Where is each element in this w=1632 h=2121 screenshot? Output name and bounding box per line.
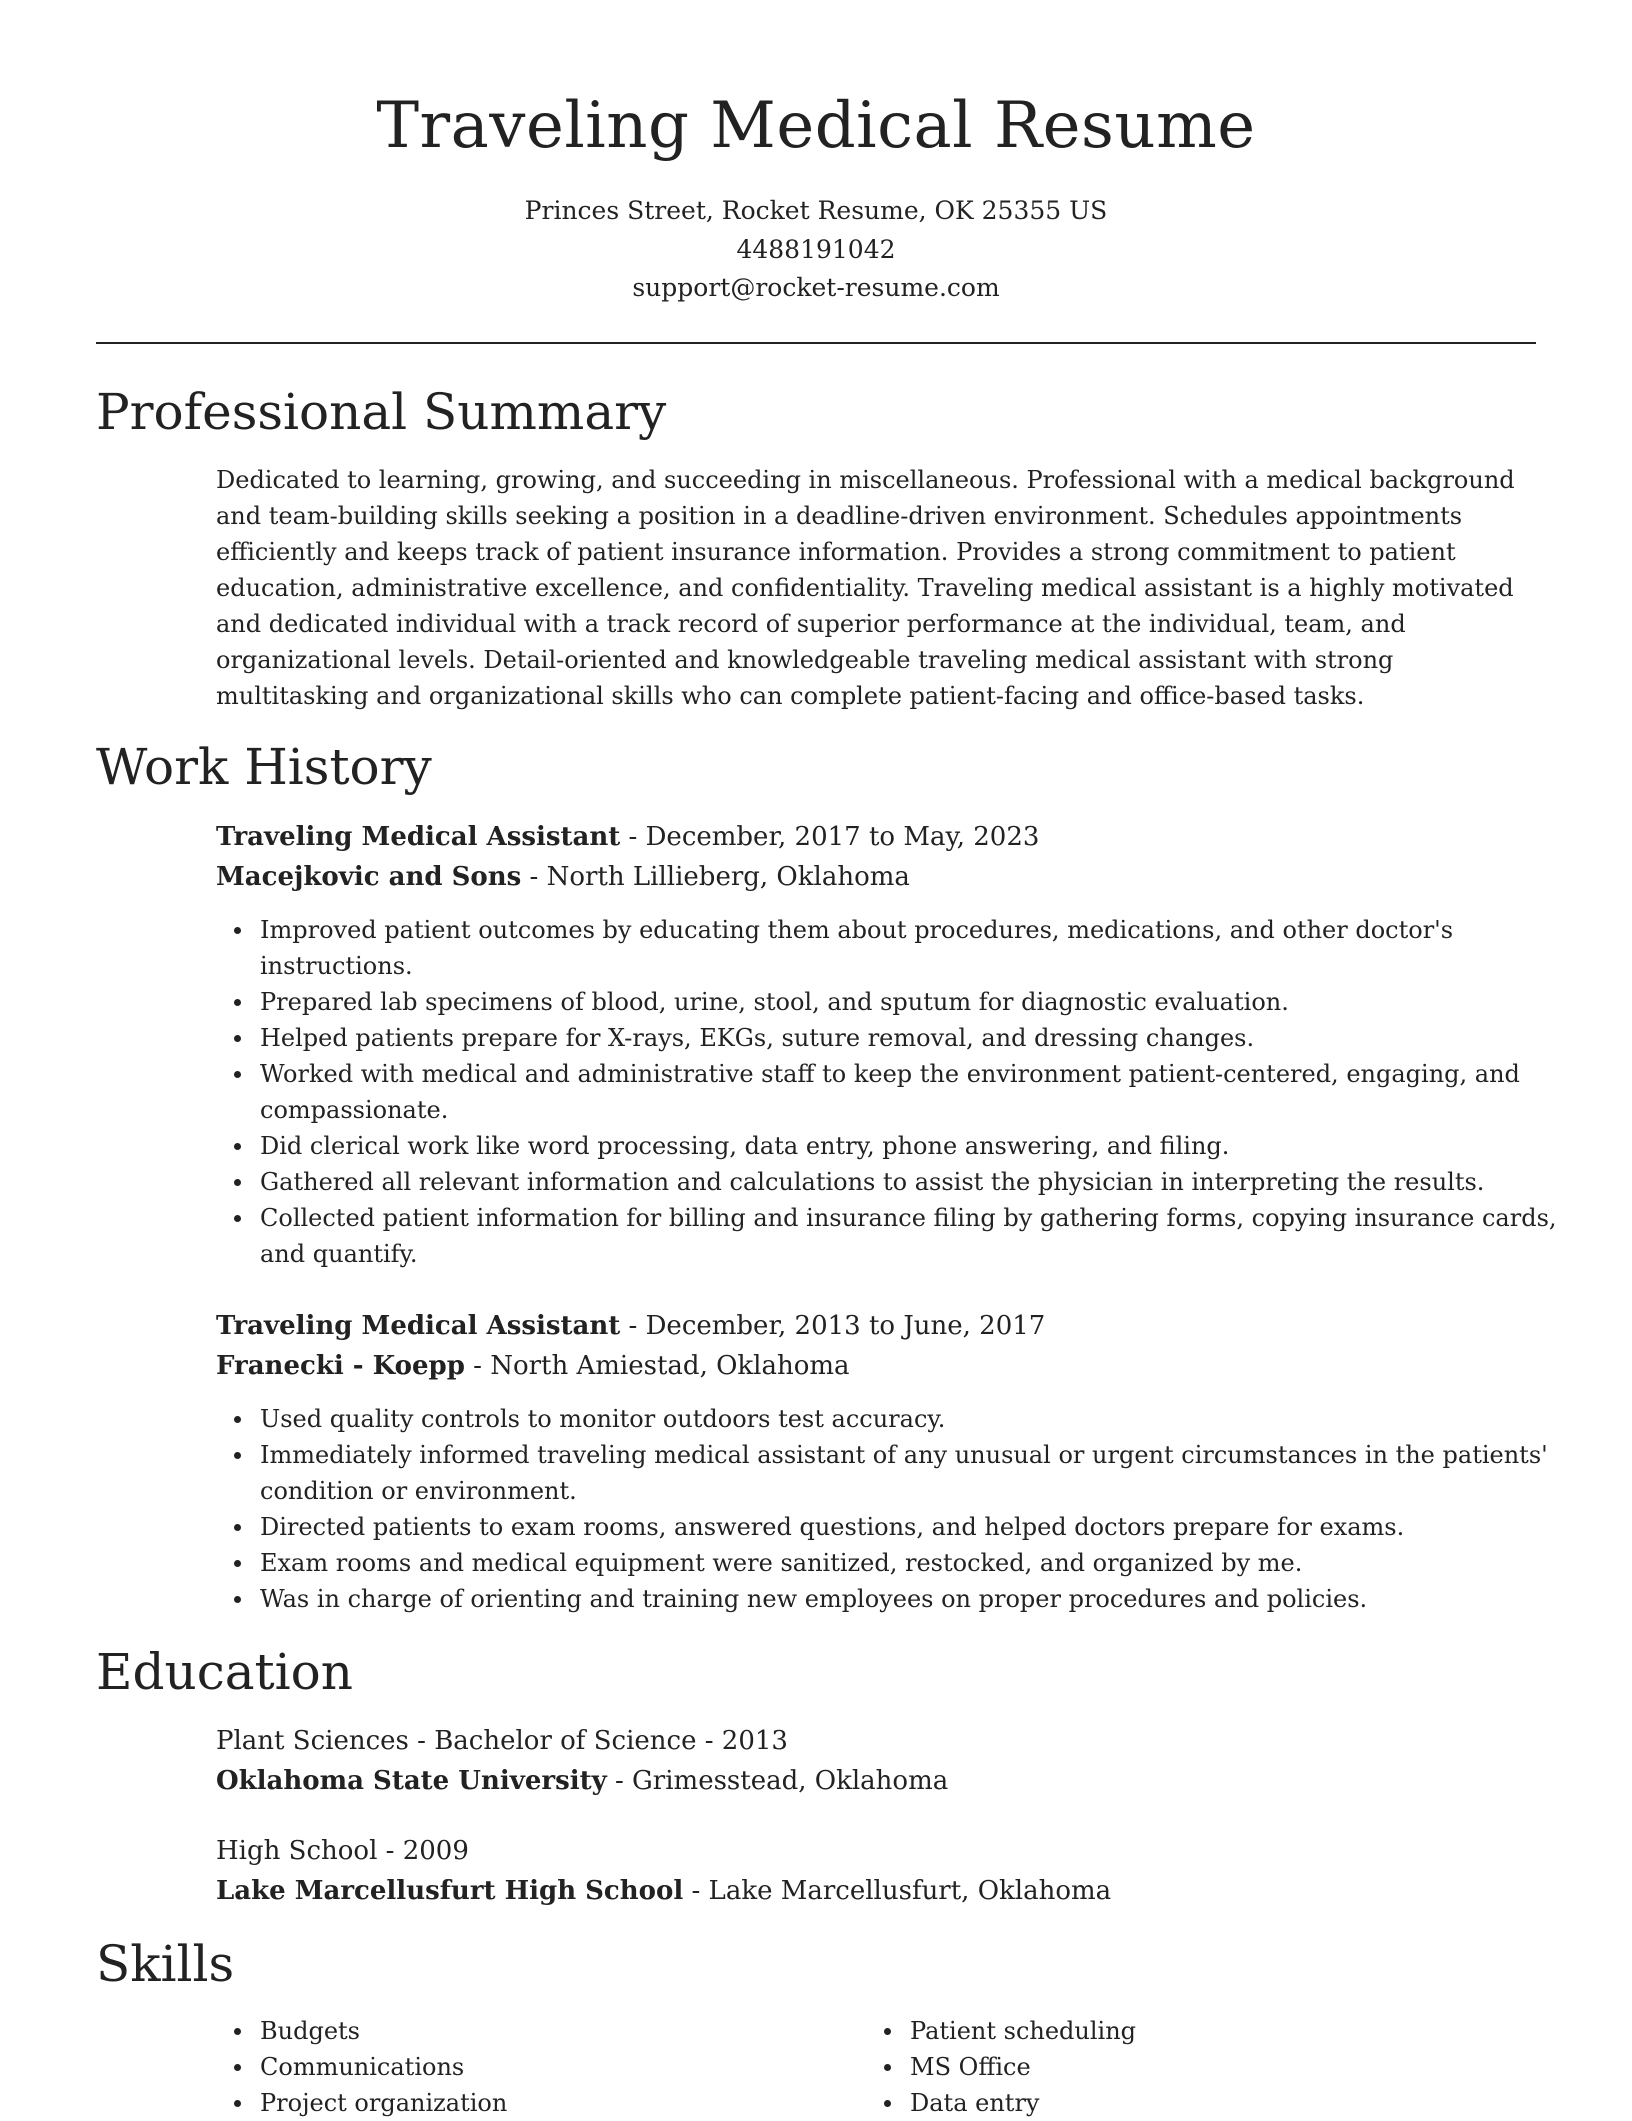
education-school	[216, 1872, 1111, 1910]
job-dates: - December, 2017 to May, 2023	[620, 822, 1040, 852]
school-name: Lake Marcellusfurt High School	[216, 1876, 684, 1906]
job-company: Macejkovic and Sons	[216, 862, 522, 892]
job-duties-list	[216, 1401, 1580, 1617]
job-heading	[216, 818, 1039, 856]
job-employer	[216, 858, 910, 896]
contact-address: Princes Street, Rocket Resume, OK 25355 US	[524, 196, 1108, 225]
skill-item: Budgets	[260, 2013, 860, 2049]
skill-item: Project organization	[260, 2085, 860, 2121]
resume-title: Traveling Medical Resume	[376, 89, 1256, 163]
job-location: - North Amiestad, Oklahoma	[464, 1351, 850, 1381]
section-heading-work-history: Work History	[96, 738, 432, 796]
list-item: Prepared lab specimens of blood, urine, stool, and sputum for diagnostic evaluation.	[260, 984, 1580, 1020]
list-item: Collected patient information for billing and insurance filing by gathering forms, copying insurance cards, and quantify.	[260, 1200, 1580, 1272]
section-heading-skills: Skills	[96, 1935, 235, 1993]
job-title: Traveling Medical Assistant	[216, 822, 621, 852]
job-heading	[216, 1307, 1045, 1345]
header-divider	[96, 342, 1536, 344]
school-location: - Lake Marcellusfurt, Oklahoma	[683, 1876, 1112, 1906]
list-item: Was in charge of orienting and training new employees on proper procedures and policies.	[260, 1581, 1580, 1617]
list-item: Improved patient outcomes by educating them about procedures, medications, and other doctor's instructions.	[260, 912, 1580, 984]
list-item: Exam rooms and medical equipment were sanitized, restocked, and organized by me.	[260, 1545, 1580, 1581]
list-item: Directed patients to exam rooms, answered questions, and helped doctors prepare for exams.	[260, 1509, 1580, 1545]
skill-item: Data entry	[910, 2085, 1510, 2121]
section-heading-summary: Professional Summary	[96, 383, 667, 441]
list-item: Used quality controls to monitor outdoors test accuracy.	[260, 1401, 1580, 1437]
job-employer	[216, 1347, 850, 1385]
list-item: Worked with medical and administrative staff to keep the environment patient-centered, engaging, and compassionate.	[260, 1056, 1580, 1128]
skill-item: Communications	[260, 2049, 860, 2085]
list-item: Helped patients prepare for X-rays, EKGs, suture removal, and dressing changes.	[260, 1020, 1580, 1056]
school-location: - Grimesstead, Oklahoma	[606, 1766, 949, 1796]
skill-item: MS Office	[910, 2049, 1510, 2085]
list-item: Gathered all relevant information and calculations to assist the physician in interpreting the results.	[260, 1164, 1580, 1200]
contact-phone: 4488191042	[736, 235, 896, 264]
degree-text: High School - 2009	[216, 1836, 469, 1866]
contact-email: support@rocket-resume.com	[632, 273, 1000, 302]
job-company: Franecki - Koepp	[216, 1351, 465, 1381]
degree-text: Plant Sciences - Bachelor of Science - 2013	[216, 1726, 788, 1756]
skills-list-right	[866, 2013, 1510, 2121]
list-item: Did clerical work like word processing, data entry, phone answering, and filing.	[260, 1128, 1580, 1164]
summary-text: Dedicated to learning, growing, and succeeding in miscellaneous. Professional with a medical background and team-building skills seeking a position in a deadline-driven environment. Schedules appointments efficiently and keeps track of patient insurance information. Provides a strong commitment to patient education, administrative excellence, and confidentiality. Traveling medical assistant is a highly motivated and dedicated individual with a track record of superior performance at the individual, team, and organizational levels. Detail-oriented and knowledgeable traveling medical assistant with strong multitasking and organizational skills who can complete patient-facing and office-based tasks.	[216, 466, 1515, 710]
education-degree	[216, 1722, 788, 1760]
job-title: Traveling Medical Assistant	[216, 1311, 621, 1341]
skills-list-left	[216, 2013, 860, 2121]
job-location: - North Lillieberg, Oklahoma	[521, 862, 910, 892]
section-heading-education: Education	[96, 1643, 353, 1701]
list-item: Immediately informed traveling medical assistant of any unusual or urgent circumstances in the patients' condition or environment.	[260, 1437, 1580, 1509]
education-degree	[216, 1832, 469, 1870]
job-duties-list	[216, 912, 1580, 1272]
skill-item: Patient scheduling	[910, 2013, 1510, 2049]
education-school	[216, 1762, 948, 1800]
school-name: Oklahoma State University	[216, 1766, 607, 1796]
job-dates: - December, 2013 to June, 2017	[620, 1311, 1046, 1341]
